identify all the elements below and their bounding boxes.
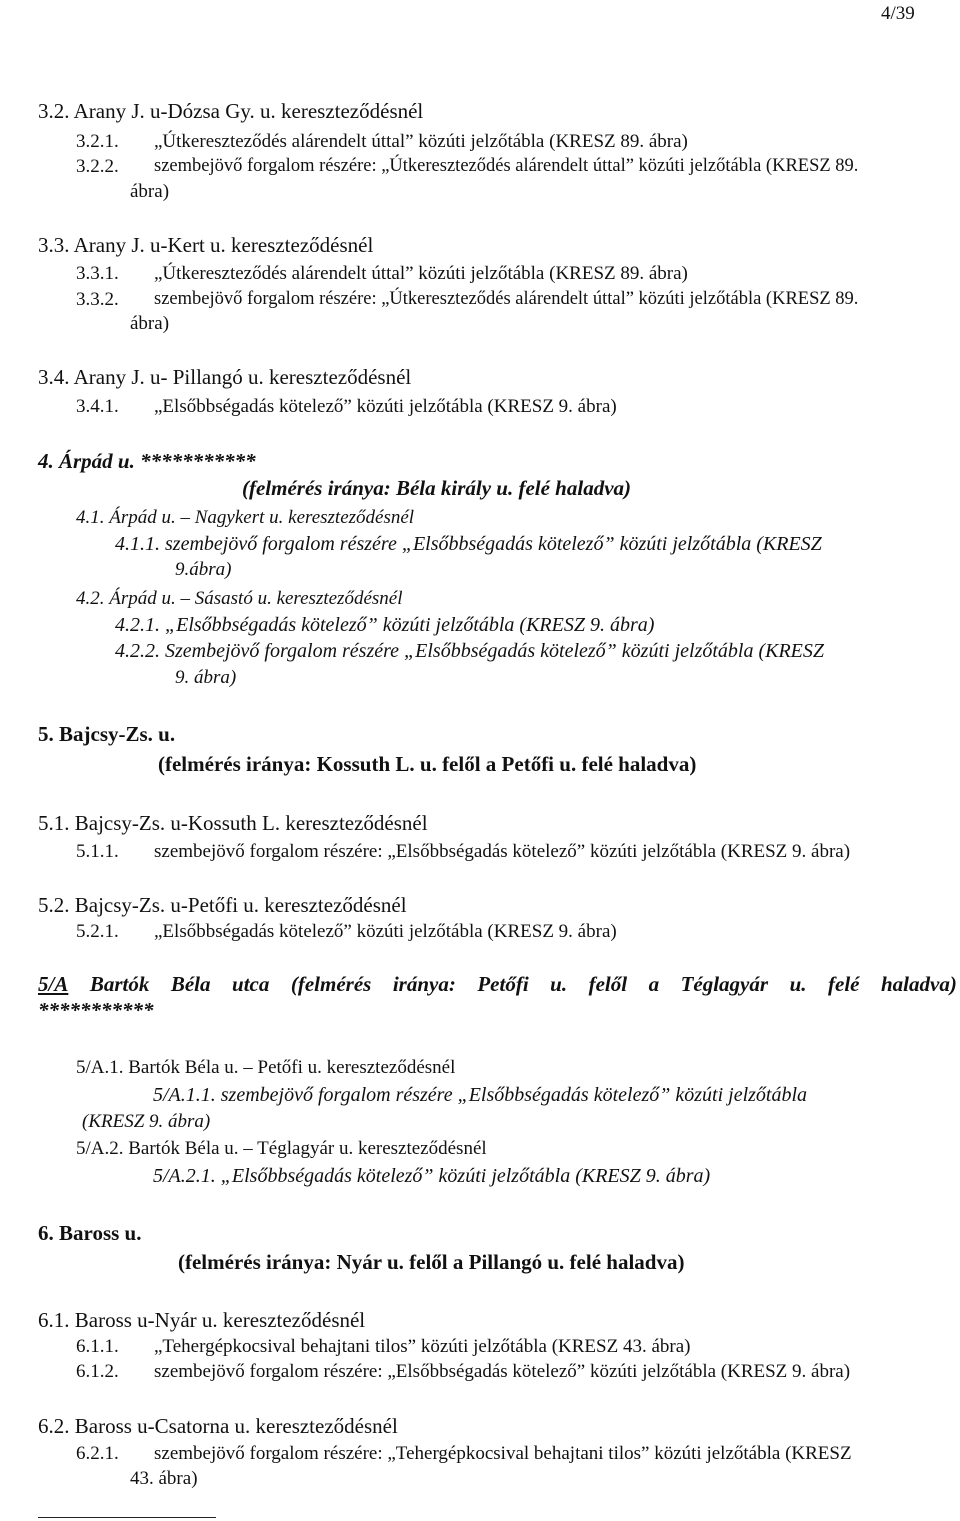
item-continuation: (KRESZ 9. ábra) [82,1111,211,1132]
item-text: szembejövő forgalom részére: „Elsőbbségadás kötelező” közúti jelzőtábla (KRESZ 9. ábra) [154,1361,851,1382]
heading-word: u. [789,972,807,996]
heading-3-2: 3.2. Arany J. u-Dózsa Gy. u. kereszteződésnél [38,99,424,123]
heading-3-4: 3.4. Arany J. u- Pillangó u. kereszteződésnél [38,365,412,389]
item-continuation: 9.ábra) [175,559,232,580]
subheading-5a-2: 5/A.2. Bartók Béla u. – Téglagyár u. kereszteződésnél [76,1138,487,1159]
heading-word: a [648,972,660,996]
item-continuation: ábra) [130,313,170,334]
item-number: 3.2.1. [76,131,119,152]
page-number: 4/39 [881,3,915,24]
item-text: szembejövő forgalom részére: „Elsőbbségadás kötelező” közúti jelzőtábla (KRESZ 9. ábra) [154,841,851,862]
item-number: 6.1.2. [76,1361,119,1382]
heading-4: 4. Árpád u. *********** [38,449,256,473]
heading-word: Bartók [89,972,150,996]
subheading-4-1: 4.1. Árpád u. – Nagykert u. kereszteződésnél [76,507,415,528]
item-number: 6.1.1. [76,1336,119,1357]
subheading-5-1: 5.1. Bajcsy-Zs. u-Kossuth L. kereszteződésnél [38,811,428,835]
heading-5a-stars: *********** [38,998,154,1022]
heading-word: iránya: [392,972,456,996]
item-number: 3.3.1. [76,263,119,284]
subheading-4-2: 4.2. Árpád u. – Sásastó u. kereszteződésnél [76,588,403,609]
item-text: szembejövő forgalom részére: „Útkereszteződés alárendelt úttal” közúti jelzőtábla (KRESZ 89. [154,156,859,176]
item-number: 5.2.1. [76,921,119,942]
item-number: 3.2.2. [76,156,119,177]
heading-word: u. [550,972,568,996]
item-text: „Elsőbbségadás kötelező” közúti jelzőtábla (KRESZ 9. ábra) [154,396,617,417]
survey-direction-4: (felmérés iránya: Béla király u. felé haladva) [242,476,632,500]
item-text: 5/A.2.1. „Elsőbbségadás kötelező” közúti jelzőtábla (KRESZ 9. ábra) [153,1165,711,1187]
item-text: „Tehergépkocsival behajtani tilos” közúti jelzőtábla (KRESZ 43. ábra) [154,1336,691,1357]
item-continuation: 9. ábra) [175,667,237,688]
item-text: szembejövő forgalom részére: „Tehergépkocsival behajtani tilos” közúti jelzőtábla (KRESZ [154,1443,852,1464]
item-text: „Elsőbbségadás kötelező” közúti jelzőtábla (KRESZ 9. ábra) [154,921,617,942]
subheading-6-2: 6.2. Baross u-Csatorna u. kereszteződésnél [38,1414,398,1438]
heading-word: felől [588,972,628,996]
item-text: „Útkereszteződés alárendelt úttal” közúti jelzőtábla (KRESZ 89. ábra) [154,131,688,152]
item-continuation: ábra) [130,181,170,202]
item-text: szembejövő forgalom részére: „Útkereszteződés alárendelt úttal” közúti jelzőtábla (KRESZ 89. [154,289,859,309]
item-text: 4.2.2. Szembejövő forgalom részére „Elsőbbségadás kötelező” közúti jelzőtábla (KRESZ [115,640,825,662]
heading-word: 5/A [38,972,69,996]
heading-word: Béla [170,972,211,996]
item-text: „Útkereszteződés alárendelt úttal” közúti jelzőtábla (KRESZ 89. ábra) [154,263,688,284]
heading-word: felé [828,972,860,996]
item-text: 4.2.1. „Elsőbbségadás kötelező” közúti jelzőtábla (KRESZ 9. ábra) [115,614,655,636]
item-number: 5.1.1. [76,841,119,862]
heading-word: haladva) [880,972,957,996]
item-continuation: 43. ábra) [130,1468,198,1489]
survey-direction-5: (felmérés iránya: Kossuth L. u. felől a Petőfi u. felé haladva) [158,752,697,776]
heading-word: Téglagyár [680,972,769,996]
heading-word: (felmérés [290,972,372,996]
subheading-6-1: 6.1. Baross u-Nyár u. kereszteződésnél [38,1308,366,1332]
survey-direction-6: (felmérés iránya: Nyár u. felől a Pillangó u. felé haladva) [178,1250,685,1274]
heading-3-3: 3.3. Arany J. u-Kert u. kereszteződésnél [38,233,374,257]
footnote-separator [38,1517,216,1518]
item-number: 3.4.1. [76,396,119,417]
subheading-5-2: 5.2. Bajcsy-Zs. u-Petőfi u. kereszteződésnél [38,893,407,917]
heading-5a [38,974,957,995]
heading-word: Petőfi [477,972,529,996]
heading-6: 6. Baross u. [38,1221,142,1245]
heading-word: utca [232,972,270,996]
item-number: 6.2.1. [76,1443,119,1464]
item-text: 4.1.1. szembejövő forgalom részére „Elsőbbségadás kötelező” közúti jelzőtábla (KRESZ [115,533,822,555]
item-text: 5/A.1.1. szembejövő forgalom részére „Elsőbbségadás kötelező” közúti jelzőtábla [153,1084,808,1106]
subheading-5a-1: 5/A.1. Bartók Béla u. – Petőfi u. kereszteződésnél [76,1057,456,1078]
heading-5: 5. Bajcsy-Zs. u. [38,722,176,746]
item-number: 3.3.2. [76,289,119,310]
